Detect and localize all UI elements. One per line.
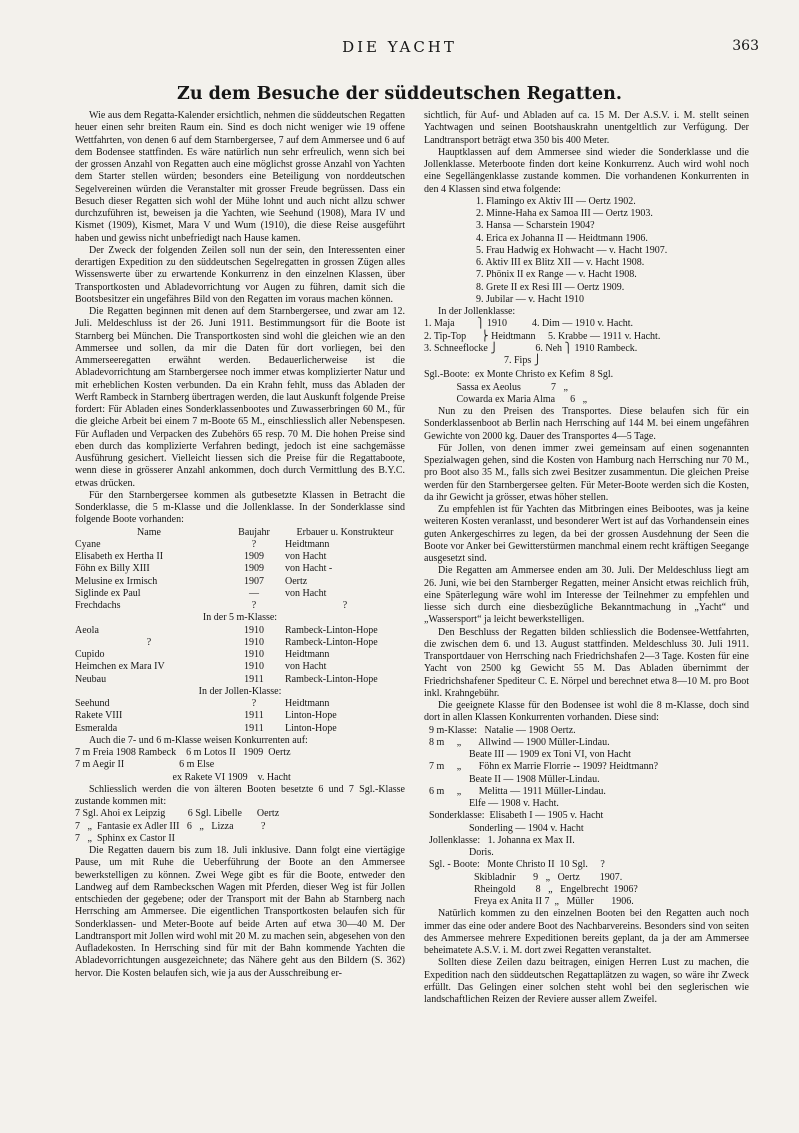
list-item: Jollenklasse: 1. Johanna ex Max II. [424,834,575,846]
cell: ? [251,600,257,611]
cell: Heimchen ex Mara IV [75,661,165,673]
cell: Heidtmann [285,649,330,660]
table-row [75,600,405,612]
table-row [75,674,405,686]
list-item: 5. Frau Hadwig ex Hohwacht — v. Hacht 1907. [476,244,668,256]
cell: Aeola [75,624,99,636]
class-list-line: 7 „ Sphinx ex Castor II [75,832,175,844]
table-row [75,710,405,722]
list-item: Doris. [424,847,494,858]
table-row [75,649,405,661]
section-subheading: In der Jollen-Klasse: [198,685,282,697]
cell: Siglinde ex Paul [75,587,141,599]
table-row [75,539,405,551]
bodensee-list [424,725,749,909]
list-item: Beate II — 1908 Müller-Lindau. [424,773,600,785]
table-row [75,588,405,600]
cell: Linton-Hope [285,710,337,722]
table-row [75,661,405,673]
paragraph: Die Regatten dauern bis zum 18. Juli inklusive. Dann folgt eine viertägige Pause, um mit Ruhe die Ueberführung der Boote an den Ammersee bewerkstelligen zu können. Zwei Wege gibt es für die Boote, entweder den Landweg auf dem Rambeckschen Wagen mit Pferden, dieser Weg ist für Jollen entschieden der gegebene; oder der Transport mit der Bahn ab Starnberg nach Herrsching am Ammersee. Die eigentlichen Transportkosten belaufen sich für Sonderklassen- und Meter-Boote auf beide Arten auf etwa 30—40 M. Der Landtransport mit Jollen wird wohl mit 20 M. zu machen sein, abgesehen von den Aufladekosten. In Herrsching sind für mit der Bahn kommende Yachten die Abladevorrichtungen ausgezeichnete; das Nähere geht aus den Bildern (S. 362) hervor. Die Kosten belaufen sich, wie ja aus der Ausschreibung er- [75,845,405,979]
cell: Melusine ex Irmisch [75,575,158,587]
cell: 1910 [244,624,264,636]
cell: Rakete VIII [75,710,123,722]
cell: 1911 [244,673,264,685]
class-list-line: 7 „ Fantasie ex Adler III 6 „ Lizza ? [75,820,266,832]
sgl-boote-list [424,369,749,406]
list-item: Skibladnir 9 „ Oertz 1907. [424,871,623,883]
cell: Föhn ex Billy XIII [75,563,150,575]
list-item: Rheingold 8 „ Engelbrecht 1906? [424,883,638,895]
list-item: 9 m-Klasse: Natalie — 1908 Oertz. [424,724,576,736]
list-item: 8. Grete II ex Resi III — Oertz 1909. [476,281,625,293]
cell: 1910 [244,636,264,648]
running-header [0,38,799,58]
table-row [75,563,405,575]
table-row [75,551,405,563]
paragraph: Natürlich kommen zu den einzelnen Booten bei den Regatten auch noch immer das eine oder andere Boot des Nachbarvereins. Besonders sind von seiten des Ammersee mehrere Expeditionen bereits geplant, da ja der am Ammersee beheimatete A.S.V. i. M. dort zwei Regatten veranstaltet. [424,908,749,956]
cell: Rambeck-Linton-Hope [285,673,378,685]
list-item: Sassa ex Aeolus 7 „ [424,381,568,393]
paragraph: Schliesslich werden die von älteren Booten besetzte 6 und 7 Sgl.-Klasse zustande kommen mit: [75,783,405,807]
list-item: Elfe — 1908 v. Hacht. [424,798,559,809]
table-row [75,723,405,735]
cell: von Hacht [285,661,327,673]
paragraph: Die geeignete Klasse für den Bodensee ist wohl die 8 m-Klasse, doch sind dort in allen Klassen Konkurrenten vorhanden. Diese sind: [424,700,749,724]
list-item: 7. Phönix II ex Range — v. Hacht 1908. [476,269,637,281]
paragraph: Nun zu den Preisen des Transportes. Diese belaufen sich für ein Sonderklassenboot ab Berlin nach Herrsching auf 144 M. bei einem ungefähren Gewichte von 2000 kg. Dauer des Transportes 4—5 Tage. [424,406,749,442]
cell: 1910 [244,661,264,673]
table-row [75,576,405,588]
list-item: Cowarda ex Maria Alma 6 „ [424,393,588,405]
journal-title: DIE YACHT [342,38,457,56]
cell: ? [251,698,257,709]
paragraph: Für Jollen, von denen immer zwei gemeinsam auf einen sogenannten Spezialwagen gehen, sind die Kosten von Hamburg nach Herrsching nur 70 M., pro Boot also 35 M., falls sich zwei Besitzer zusammentun. Die gleichen Preise werden für den Starnbergersee gelten. Für Meter-Boote werden sich die Kosten, da ihr Gewicht ja grösser, etwas höher stellen. [424,442,749,503]
right-column [424,110,749,1006]
class-list-line: 7 m Freia 1908 Rambeck 6 m Lotos II 1909 Oertz [75,747,291,758]
sonderklasse-list [424,196,749,306]
list-item: 1. Flamingo ex Aktiv III — Oertz 1902. [476,195,636,207]
sonderklasse-table [75,527,405,735]
col-header: Baujahr [238,526,270,538]
paragraph: Zu empfehlen ist für Yachten das Mitbringen eines Beibootes, was ja keine weiteren Kosten veranlasst, und besonderer Wert ist auf das Vorhandensein eines guten Ankergeschirres zu legen, da bei der grossen Ausdehnung der Seen die Boote vor Anker bei Gewitterstürmen manchmal einem recht kräftigen Seegange ausgesetzt sind. [424,504,749,564]
cell: Esmeralda [75,722,118,734]
paragraph: Der Zweck der folgenden Zeilen soll nun der sein, den Interessenten einer derartigen Expedition zu den süddeutschen Segelregatten in grossen Zügen alles Wissenswerte über zu erwartende Konkurrenz in den einzelnen Klassen, über Transportkosten und Abladevorrichtung vor Augen zu führen, damit sich die Bootsbesitzer ein ungefähres Bild von den Regatten im voraus machen können. [75,244,405,305]
table-row [75,637,405,649]
cell: Frechdachs [75,600,121,611]
paragraph: Die Regatten am Ammersee enden am 30. Juli. Der Meldeschluss liegt am 26. Juni, wie bei den Starnberger Regatten, meiner Ansicht etwas reichlich früh, eine Späterlegung wäre wohl im Interesse der Teilnehmer zu empfehlen und liesse sich durch eine diesbezügliche Bekanntmachung in „Yacht“ und „Wassersport“ ja leicht bewerkstelligen. [424,565,749,626]
col-header: Erbauer u. Konstrukteur [296,526,394,538]
list-item: Sonderklasse: Elisabeth I — 1905 v. Hacht [424,810,604,822]
cell: Neubau [75,673,107,685]
cell: von Hacht [285,587,327,599]
table-row [75,698,405,710]
list-item: 6 m „ Melitta — 1911 Müller-Lindau. [424,785,606,797]
cell: ? [251,538,257,550]
cell: Heidtmann [285,538,330,550]
paragraph: Die Regatten beginnen mit denen auf dem Starnbergersee, und zwar am 12. Juli. Meldeschluss ist der 26. Juni 1911. Bestimmungsort für die Boote ist Starnberg bei München. Die Transportkosten sind wohl die gleichen wie an den Ammersee und sollen, da mir die Daten für dort vorliegen, bei den Ammerseeregatten erwähnt werden. Bedauerlicherweise ist die Abladevorrichtung am Starnbergersee noch immer etwas komplizierter Natur und mit erheblichen Kosten verbunden. Da ein Krahn fehlt, muss das Abladen der Werft Rambeck in Starnberg übertragen werden, die laut Auskunft folgende Preise fordert: Für Abladen eines Sonderklassenbootes und Zuwasserbringen 60 M., für die gleiche Arbeit bei einem 7 m-Boote 65 M., einschliesslich aller Nebenspesen. Für Aufladen und Verpacken des Zubehörs 65 resp. 70 M. Die hohen Preise sind eben durch das komplizierte Verfahren bedingt, jedoch ist eine sachgemässe Ausführung gesichert. Vielleicht liessen sich die Preise für die Regattaboote, wenn diese in grösserer Anzahl ankommen, doch durch Vermittlung des B.Y.C. etwas drücken. [75,306,405,489]
section-subheading: In der 5 m-Klasse: [202,612,278,624]
list-item: 4. Erica ex Johanna II — Heidtmann 1906. [476,232,648,244]
cell: von Hacht [285,551,327,562]
list-item: 3. Schneeflocke ⎭ 6. Neh ⎫ 1910 Rambeck. [424,342,638,354]
list-item: 8 m „ Allwind — 1900 Müller-Lindau. [424,736,610,748]
table-row [75,625,405,637]
cell: Linton-Hope [285,722,337,734]
list-item: Beate III — 1909 ex Toni VI, von Hacht [424,749,631,760]
list-item: 7. Fips ⎭ [424,355,542,366]
cell: von Hacht - [285,563,333,575]
cell: Cyane [75,538,101,550]
paragraph: Wie aus dem Regatta-Kalender ersichtlich, nehmen die süddeutschen Regatten heuer einen sehr breiten Raum ein. Sind es doch nicht weniger wie 19 offene Wettfahrten, von denen 6 auf dem Starnbergersee, 7 auf dem Ammersee und 6 auf dem Bodensee stattfinden. Es wäre natürlich nun sehr erfreulich, wenn sich bei der grossen Anzahl von Regatten auch eine möglichst grosse Anzahl von Yachten dem Starter stellen würden; besonders eine Beteiligung von norddeutschen Segelvereinen würden die Veranstalter mit grosser Freude begrüssen. Dass ein Besuch dieser Regatten sich wohl der Mühe lohnt und auch nicht allzu schwer durchzuführen ist, beweisen ja die Yachten, wie Seehund (1908), Mara IV und Kismet (1909), Kismet, Mara V und Wum (1910), die diese Reise ausgeführt haben und gewiss nicht unbefriedigt nach Hause kamen. [75,110,405,244]
article-title: Zu dem Besuche der süddeutschen Regatten. [177,84,622,104]
list-item: Sgl.-Boote: ex Monte Christo ex Kefim 8 Sgl. [424,369,614,381]
class-list-line: ex Rakete VI 1909 v. Hacht [75,771,291,783]
cell: Seehund [75,698,110,709]
paragraph: Auch die 7- und 6 m-Klasse weisen Konkurrenten auf: [89,734,308,746]
cell: Cupido [75,649,105,660]
col-header: Name [137,526,161,538]
list-item: 1. Maja ⎫ 1910 4. Dim — 1910 v. Hacht. [424,318,634,330]
paragraph: In der Jollenklasse: [438,306,516,317]
list-item: 7 m „ Föhn ex Marrie Florrie -- 1909? Heidtmann? [424,761,659,773]
cell: Rambeck-Linton-Hope [285,624,378,636]
cell: 1911 [244,710,264,722]
cell: 1909 [244,551,264,562]
page-number: 363 [732,38,759,54]
list-item: 3. Hansa — Scharstein 1904? [476,220,595,232]
cell: 1911 [244,722,264,734]
table-header-row [75,527,405,539]
cell: 1907 [244,575,264,587]
list-item: 6. Aktiv III ex Blitz XII — v. Hacht 1908. [476,257,645,268]
list-item: Sonderling — 1904 v. Hacht [424,822,584,834]
cell: Oertz [285,575,308,587]
left-column [75,110,405,980]
cell: — [249,587,259,599]
class-list-line: 7 Sgl. Ahoi ex Leipzig 6 Sgl. Libelle Oertz [75,808,280,820]
cell: 1909 [244,563,264,575]
paragraph: Für den Starnbergersee kommen als gutbesetzte Klassen in Betracht die Sonderklasse, die 5 m-Klasse und die Jollenklasse. In der Sonderklasse sind folgende Boote vorhanden: [75,489,405,526]
cell: 1910 [244,649,264,660]
list-item: 2. Minne-Haha ex Samoa III — Oertz 1903. [476,208,653,219]
cell: Elisabeth ex Hertha II [75,551,164,562]
jollen-list [424,318,749,367]
list-item: Freya ex Anita II 7 „ Müller 1906. [424,896,634,907]
list-item: Sgl. - Boote: Monte Christo II 10 Sgl. ? [424,859,605,871]
cell: ? [342,600,348,611]
class-list-line: 7 m Aegir II 6 m Else [75,759,215,771]
cell: Rambeck-Linton-Hope [285,636,378,648]
paragraph: Hauptklassen auf dem Ammersee sind wieder die Sonderklasse und die Jollenklasse. Meterboote finden dort keine Konkurrenz. Auch wird wohl noch eine Segellängenklasse zustande kommen. Die vorhandenen Konkurrenten in den 4 Klassen sind etwa folgende: [424,146,749,195]
cell: ? [146,636,152,648]
list-item: 9. Jubilar — v. Hacht 1910 [476,293,584,305]
paragraph: Den Beschluss der Regatten bilden schliesslich die Bodensee-Wettfahrten, die zwischen dem 6. und 13. August stattfinden. Meldeschluss 30. Juli 1911. Transportdauer von Herrsching nach Friedrichshafen 2—3 Tage. Kosten für eine Yacht von 2500 kg Gewicht 55 M. Das Abladen übernimmt der Friedrichshafener Spediteur C. E. Nörpel und berechnet etwa 8—10 M. pro Boot inkl. Krahngebühr. [424,626,749,699]
cell: Heidtmann [285,698,330,709]
paragraph: Sollten diese Zeilen dazu beitragen, einigen Herren Lust zu machen, die Expedition nach den süddeutschen Regattaplätzen zu wagen, so wäre ihr Zweck erfüllt. Das Gelingen einer solchen steht wohl bei den seglerischen wie landschaftlichen Reizen der Reviere ausser allem Zweifel. [424,957,749,1005]
list-item: 2. Tip-Top ⎬ Heidtmann 5. Krabbe — 1911 v. Hacht. [424,330,661,342]
paragraph: sichtlich, für Auf- und Abladen auf ca. 15 M. Der A.S.V. i. M. stellt seinen Yachtwagen und seinen Bootshauskrahn unentgeltlich zur Verfügung. Der Landtransport beträgt etwa 350 bis 400 Meter. [424,110,749,146]
